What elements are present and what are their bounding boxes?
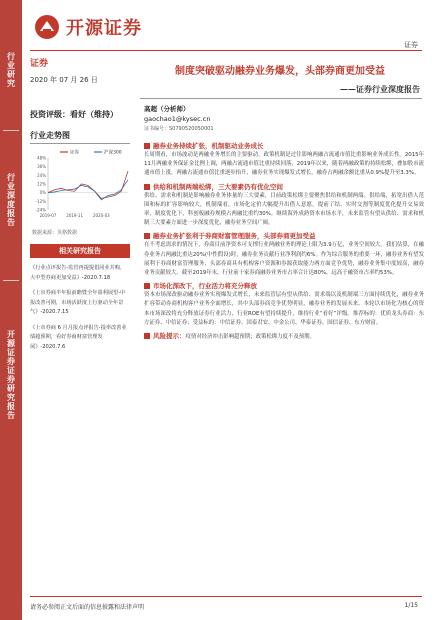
y-tick-label: 12% [37,181,46,187]
brand-logo-icon [34,14,60,40]
industry-tag: 证券 [404,41,418,49]
related-report-item[interactable]: 《行业点评报告-监管再提提倡同业并购，大中型券商更加受益》-2020.7.18 [30,265,126,281]
footer-rule [30,596,422,597]
legend-label: 沪深300 [104,150,122,156]
left-column [30,56,130,144]
page-number: 1/15 [404,602,418,609]
brand-name: 开源证券 [66,18,142,39]
risk-text: 疫情对经济冲击影响超预期；政策松绑力度不及预期。 [185,334,315,341]
y-tick-label: 24% [37,172,46,178]
analyst-email[interactable]: gaochao1@kysec.cn [144,115,211,123]
y-tick-label: -12% [35,198,46,204]
section-heading [144,281,424,291]
band-label-bottom: 开源证券证券研究报告 [6,330,16,420]
series-line-hs300 [48,180,128,200]
y-tick-label: -24% [35,207,46,213]
section-paragraph: 供给、需求和机制是影响融券业务体量的三大要素，目前政策松绑主要聚焦供给和机制两端。供给端，拓宽出借人范围和标的扩容影响较大，机制端看，市场化定价大幅提升出借人意愿，提前了结、实时交割等制度优化提升交易效率，制度优化下，科创板融券规模占两融比重约30%。继续海外成熟资本市场水平，未来监管有望从供给、需求和机制三大要素方面进一步深度优化，融券业务空间广阔。 [144,192,424,227]
bullet-square-icon [144,184,150,190]
band-label-top: 行业研究 [6,52,16,88]
section-heading-text: 融券业务持续扩张，机制驱动业务成长 [153,142,264,150]
report-body [144,138,424,342]
y-tick-label: 36% [37,164,46,170]
legend-label: 证券 [70,150,79,156]
section-paragraph: 在不考虑需求的情况下，券商目前净资本可支撑行业两融业务的理论上限为3.9万亿，业务空间较大。我们估算，在融券业务占两融比重达20%(中性假设)时，融券业务贡献行业净利润约6%。作为综合服务的重要一环，融券业务有望发展利于券商财富管理服务，头部券商具有机构客户资源和券源获取能力两方面竞争优势，融券业务集中度较高，融券业务贡献较大。截至2019年末，行业前十家券商融券业务市占率合计达80%，远高于融资市占率约53%。 [144,242,424,277]
rating [30,109,130,120]
y-tick-label: 48% [37,155,46,161]
analyst-block [144,104,214,134]
analyst-cert: 证书编号：S0790520050001 [144,126,214,132]
section-heading-text: 市场化深改下，行业活力将充分释放 [153,282,257,291]
x-tick-label: 2019-07 [39,213,57,218]
band-separator [3,130,19,131]
x-tick-label: 2020-03 [92,213,110,218]
trend-heading: 行业走势图 [30,130,130,144]
section-heading [144,141,424,151]
related-report-item[interactable]: 《上市券商 6 月月报点评报告-投率改善业绩超预期，看好券商财富管理发展》-2020.7.6 [30,324,127,350]
bullet-square-icon [144,233,150,239]
section-heading [144,331,424,342]
section-heading-text: 供给和机制两端松绑，三大要素仍有优化空间 [153,182,283,191]
report-date: 2020 年 07 月 26 日 [30,76,98,84]
trend-chart [28,146,130,224]
series-line-securities [48,171,128,198]
band-label-middle: 行业深度报告 [6,173,16,227]
rating-value: 看好（维持） [70,110,118,119]
section-heading [144,182,424,192]
rating-label: 投资评级： [30,110,70,119]
bullet-square-icon [144,333,150,339]
report-title: 制度突破驱动融券业务爆发，头部券商更加受益 [175,66,385,77]
band-separator [3,280,19,281]
header-rule [30,50,422,51]
related-list [30,264,130,358]
related-report-item[interactable]: 《上市券商半年报前瞻暨全年盈利展望-中报改善可期，市场活跃度上行驱动全年景气》-2020.7.15 [30,290,126,315]
side-band [0,0,22,620]
industry-name: 证券 [30,59,49,69]
section-heading-text: 风险提示： [153,332,186,341]
related-heading: 相关研究报告 [30,244,130,258]
x-tick-label: 2019-11 [66,213,84,218]
section-paragraph: 资本市场深改驱动融券业务实现爆发式增长，未来监管层有望从供给、需求端以及机制端三方面持续优化，融券业务扩容带动券商机构客户业务全面增长，其中头部券商竞争优势明显，融券业务的发展未来，本轮以市场化为核心的资本市场深改将充分释放证券行业活力，行业ROE有望持续提升，维持行业“看好”评级。推荐标的：优质龙头券商：东方证券、中信证券；受益标的：中信证券、国泰君安、中金公司、华泰证券、国信证券、东方财富。 [144,292,424,326]
chart-source: 数据来源：贝格数据 [32,230,78,236]
analyst-name: 高超（分析师） [144,105,190,113]
brand-logo [34,14,142,40]
section-paragraph: 长周期看，市场波动是两融业务增长的主要驱动，政策机制是过往影响两融占流通市值比重影响业务成长性。2015年11月两融业务保证金比例上调，两融占流通市值比重持续回落，2019年以来，随着两融政策的持续松绑，叠加股市流通市值上涨，两融占流通市值比重逐步抬升，融券业务实现爆发式增长，融券占两融余额比重从0.9%提升至3.3%。 [144,152,424,177]
y-tick-label: 0% [39,190,46,196]
bullet-square-icon [144,143,150,149]
disclaimer: 请务必参阅正文后面的信息披露和法律声明 [30,604,145,611]
title-rule [140,98,422,99]
section-heading [144,231,424,241]
bullet-square-icon [144,283,150,289]
section-heading-text: 融券业务扩张利于券商财富管理服务，头部券商更加受益 [153,232,316,241]
report-subtitle: ——证券行业深度报告 [340,84,420,94]
